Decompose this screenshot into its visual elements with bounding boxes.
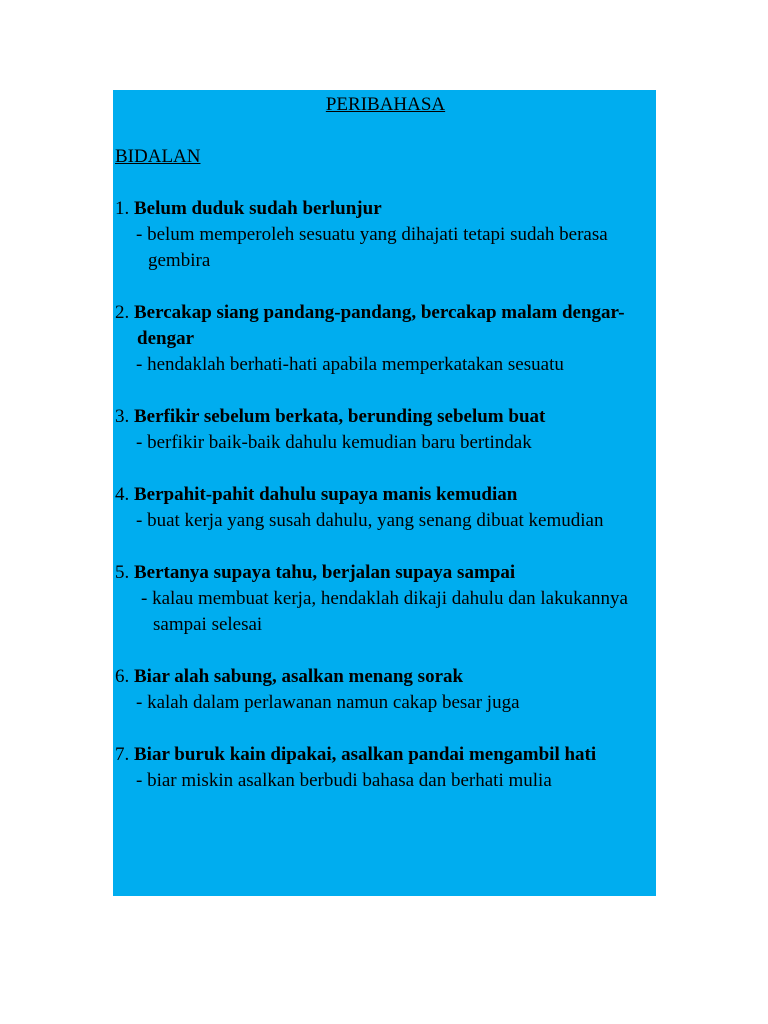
meaning-text: - buat kerja yang susah dahulu, yang senang dibuat kemudian (136, 510, 604, 531)
proverb-text (115, 404, 656, 430)
list-item (115, 404, 656, 456)
list-item (115, 300, 656, 378)
item-number: 6. (115, 666, 130, 687)
proverb-label: Biar alah sabung, asalkan menang sorak (134, 666, 464, 687)
proverb-text (115, 560, 656, 586)
list-item (115, 482, 656, 534)
proverb-text (115, 482, 656, 508)
content-panel (113, 90, 656, 896)
meaning-text: - kalau membuat kerja, hendaklah dikaji dahulu dan lakukannya sampai selesai (141, 588, 628, 635)
item-number: 5. (115, 562, 130, 583)
section-heading: BIDALAN (115, 146, 201, 167)
proverb-label: Berfikir sebelum berkata, berunding sebelum buat (134, 406, 546, 427)
proverb-label: Bertanya supaya tahu, berjalan supaya sampai (134, 562, 516, 583)
meaning-text: - hendaklah berhati-hati apabila memperkatakan sesuatu (136, 354, 564, 375)
proverb-text (115, 742, 656, 768)
proverb-label: Berpahit-pahit dahulu supaya manis kemudian (134, 484, 518, 505)
meaning-text: - biar miskin asalkan berbudi bahasa dan berhati mulia (136, 770, 552, 791)
item-number: 7. (115, 744, 130, 765)
proverb-text (115, 300, 656, 352)
list-item (115, 196, 656, 274)
meaning-text: - kalah dalam perlawanan namun cakap besar juga (136, 692, 520, 713)
proverb-label: Biar buruk kain dipakai, asalkan pandai mengambil hati (134, 744, 597, 765)
proverb-label: Bercakap siang pandang-pandang, bercakap malam dengar-dengar (134, 302, 625, 349)
proverb-label: Belum duduk sudah berlunjur (134, 198, 382, 219)
list-item (115, 560, 656, 638)
proverb-text (115, 196, 656, 222)
meaning-text: - belum memperoleh sesuatu yang dihajati tetapi sudah berasa gembira (136, 224, 608, 271)
item-number: 3. (115, 406, 130, 427)
meaning-text: - berfikir baik-baik dahulu kemudian baru bertindak (136, 432, 532, 453)
list-item (115, 742, 656, 794)
proverb-text (115, 664, 656, 690)
page-title: PERIBAHASA (325, 94, 446, 115)
item-number: 1. (115, 198, 130, 219)
item-number: 2. (115, 302, 130, 323)
list-item (115, 664, 656, 716)
item-number: 4. (115, 484, 130, 505)
